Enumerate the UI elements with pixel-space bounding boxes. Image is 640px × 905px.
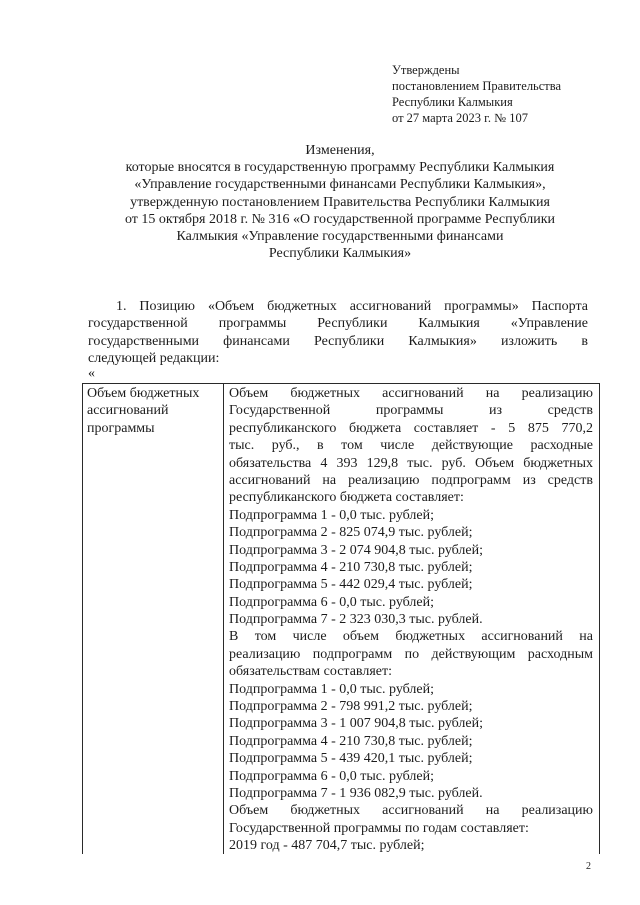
title-line: от 15 октября 2018 г. № 316 «О государственной программе Республики: [124, 211, 555, 227]
table-value-cell: [229, 385, 593, 855]
title-line: Республики Калмыкия»: [268, 246, 412, 262]
approval-line: Республики Калмыкия: [392, 95, 513, 109]
value-line: Подпрограмма 1 - 0,0 тыс. рублей;: [229, 681, 435, 697]
intro-line: государственными финансами Республики Калмыкия» изложить в: [88, 333, 588, 349]
value-line: Подпрограмма 5 - 439 420,1 тыс. рублей;: [229, 751, 473, 767]
value-line: Подпрограмма 1 - 0,0 тыс. рублей;: [229, 507, 435, 523]
value-line: Подпрограмма 5 - 442 029,4 тыс. рублей;: [229, 577, 473, 593]
value-line: Подпрограмма 2 - 825 074,9 тыс. рублей;: [229, 525, 473, 541]
intro-line: 1. Позицию «Объем бюджетных ассигнований программы» Паспорта: [116, 299, 588, 314]
approval-line: постановлением Правительства: [392, 79, 562, 93]
value-line: обязательства 4 393 129,8 тыс. руб. Объем бюджетных: [229, 455, 593, 471]
value-line: Подпрограмма 6 - 0,0 тыс. рублей;: [229, 594, 435, 610]
title-line: утвержденную постановлением Правительства Республики Калмыкия: [130, 194, 550, 210]
value-line: республиканского бюджета составляет:: [229, 490, 464, 506]
title-line: «Управление государственными финансами Республики Калмыкия»,: [134, 177, 546, 193]
label-line: программы: [87, 420, 155, 436]
value-line: Государственной программы по годам составляет:: [229, 820, 529, 836]
opening-quote: «: [88, 366, 95, 381]
value-line: Подпрограмма 6 - 0,0 тыс. рублей;: [229, 768, 435, 784]
label-line: ассигнований: [87, 403, 169, 419]
value-line: Государственной программы из средств: [229, 403, 593, 419]
value-line: Подпрограмма 7 - 1 936 082,9 тыс. рублей.: [229, 785, 483, 801]
value-line: В том числе объем бюджетных ассигнований на: [229, 629, 593, 645]
value-line: республиканского бюджета составляет - 5 875 770,2: [229, 420, 593, 436]
approval-line: Утверждены: [392, 63, 460, 77]
table-label-cell: [87, 385, 221, 437]
title-line: Калмыкия «Управление государственными финансами: [176, 229, 504, 245]
value-line: Объем бюджетных ассигнований на реализацию: [229, 803, 593, 819]
value-line: Подпрограмма 7 - 2 323 030,3 тыс. рублей.: [229, 612, 483, 628]
value-line: Подпрограмма 4 - 210 730,8 тыс. рублей;: [229, 559, 473, 575]
value-line: 2019 год - 487 704,7 тыс. рублей;: [229, 838, 425, 854]
value-line: тыс. руб., в том числе действующие расходные: [229, 438, 593, 454]
value-line: Подпрограмма 3 - 2 074 904,8 тыс. рублей;: [229, 542, 484, 558]
intro-paragraph: [88, 298, 588, 368]
value-line: ассигнований на реализацию подпрограмм из средств: [229, 472, 593, 488]
value-line: Объем бюджетных ассигнований на реализацию: [229, 386, 593, 401]
value-line: реализацию подпрограмм по действующим расходным: [229, 646, 593, 662]
value-line: Подпрограмма 4 - 210 730,8 тыс. рублей;: [229, 733, 473, 749]
intro-line: государственной программы Республики Калмыкия «Управление: [88, 316, 588, 332]
label-line: Объем бюджетных: [87, 386, 200, 401]
table-column-divider: [223, 384, 224, 854]
value-line: обязательствам составляет:: [229, 664, 392, 680]
title-line: Изменения,: [305, 143, 375, 158]
title-line: которые вносятся в государственную программу Республики Калмыкия: [125, 160, 555, 176]
intro-line: следующей редакции:: [88, 351, 220, 367]
approval-line: от 27 марта 2023 г. № 107: [392, 111, 528, 125]
value-line: Подпрограмма 3 - 1 007 904,8 тыс. рублей;: [229, 716, 484, 732]
approval-stamp: [392, 62, 561, 126]
budget-table: [82, 383, 600, 854]
document-title: [60, 142, 620, 262]
page-number: 2: [586, 861, 591, 872]
value-line: Подпрограмма 2 - 798 991,2 тыс. рублей;: [229, 699, 473, 715]
